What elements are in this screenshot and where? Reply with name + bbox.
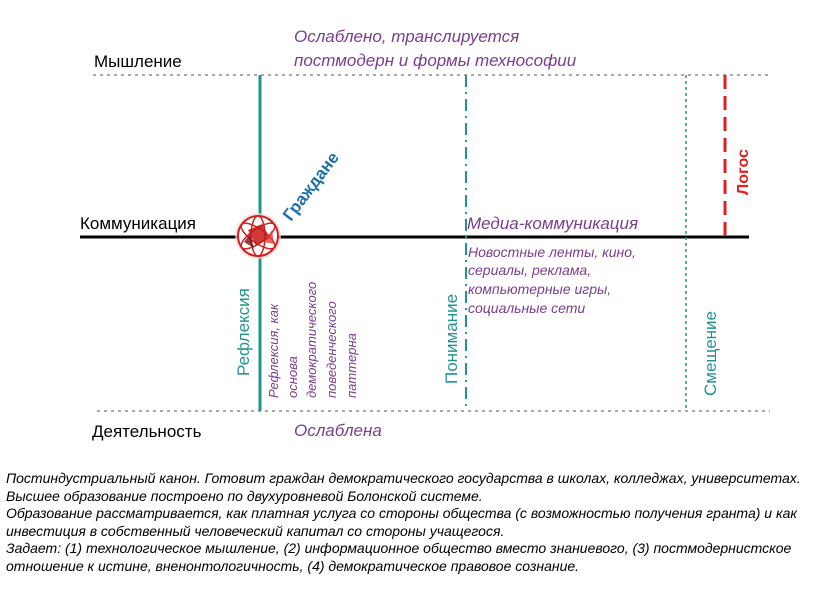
- caption-text: [6, 470, 806, 575]
- activity-axis-label: Деятельность: [92, 422, 202, 441]
- media-item: Новостные ленты, кино,: [468, 244, 636, 260]
- displacement-label: Смещение: [701, 310, 720, 396]
- reflection-note-line: основа: [285, 356, 300, 398]
- activity-state-label: Ослаблена: [294, 421, 382, 440]
- media-item: сериалы, реклама,: [468, 262, 592, 278]
- reflection-note-line: поведенческого: [324, 301, 339, 398]
- media-item: социальные сети: [468, 300, 586, 316]
- communication-axis-label: Коммуникация: [80, 214, 197, 233]
- thinking-axis-label: Мышление: [94, 52, 182, 71]
- media-communication-title: Медиа-коммуникация: [467, 214, 639, 233]
- reflection-label: Рефлексия: [234, 288, 253, 376]
- caption-line: Задает: (1) технологическое мышление, (2) информационное общество вместо знаниевого, (3) постмодернистское отношение к истине, вненонтологичность, (4) демократическое правовое сознание.: [6, 540, 792, 574]
- caption-line: Образование рассматривается, как платная услуга со стороны общества (с возможностью получения гранта) и как инвестиция в собственный человеческий капитал со стороны учащегося.: [6, 505, 797, 539]
- media-items-list: [468, 244, 636, 316]
- citizens-label: Граждане: [279, 148, 343, 225]
- logos-label: Логос: [735, 149, 752, 195]
- reflection-note-line: паттерна: [344, 333, 359, 398]
- reflection-note-line: демократического: [304, 281, 319, 398]
- globe-sphere-icon: [235, 213, 281, 259]
- media-item: компьютерные игры,: [468, 281, 612, 297]
- understanding-label: Понимание: [442, 293, 461, 384]
- reflection-note-line: Рефлексия, как: [266, 303, 281, 398]
- caption-line: Постиндустриальный канон. Готовит граждан демократического государства в школах, колледжах, университетах. Высшее образование построено по двухуровневой Болонской системе.: [6, 470, 801, 504]
- thinking-state-line2: постмодерн и формы технософии: [294, 51, 577, 70]
- reflection-note: [266, 282, 359, 398]
- thinking-state-line1: Ослаблено, транслируется: [294, 27, 520, 46]
